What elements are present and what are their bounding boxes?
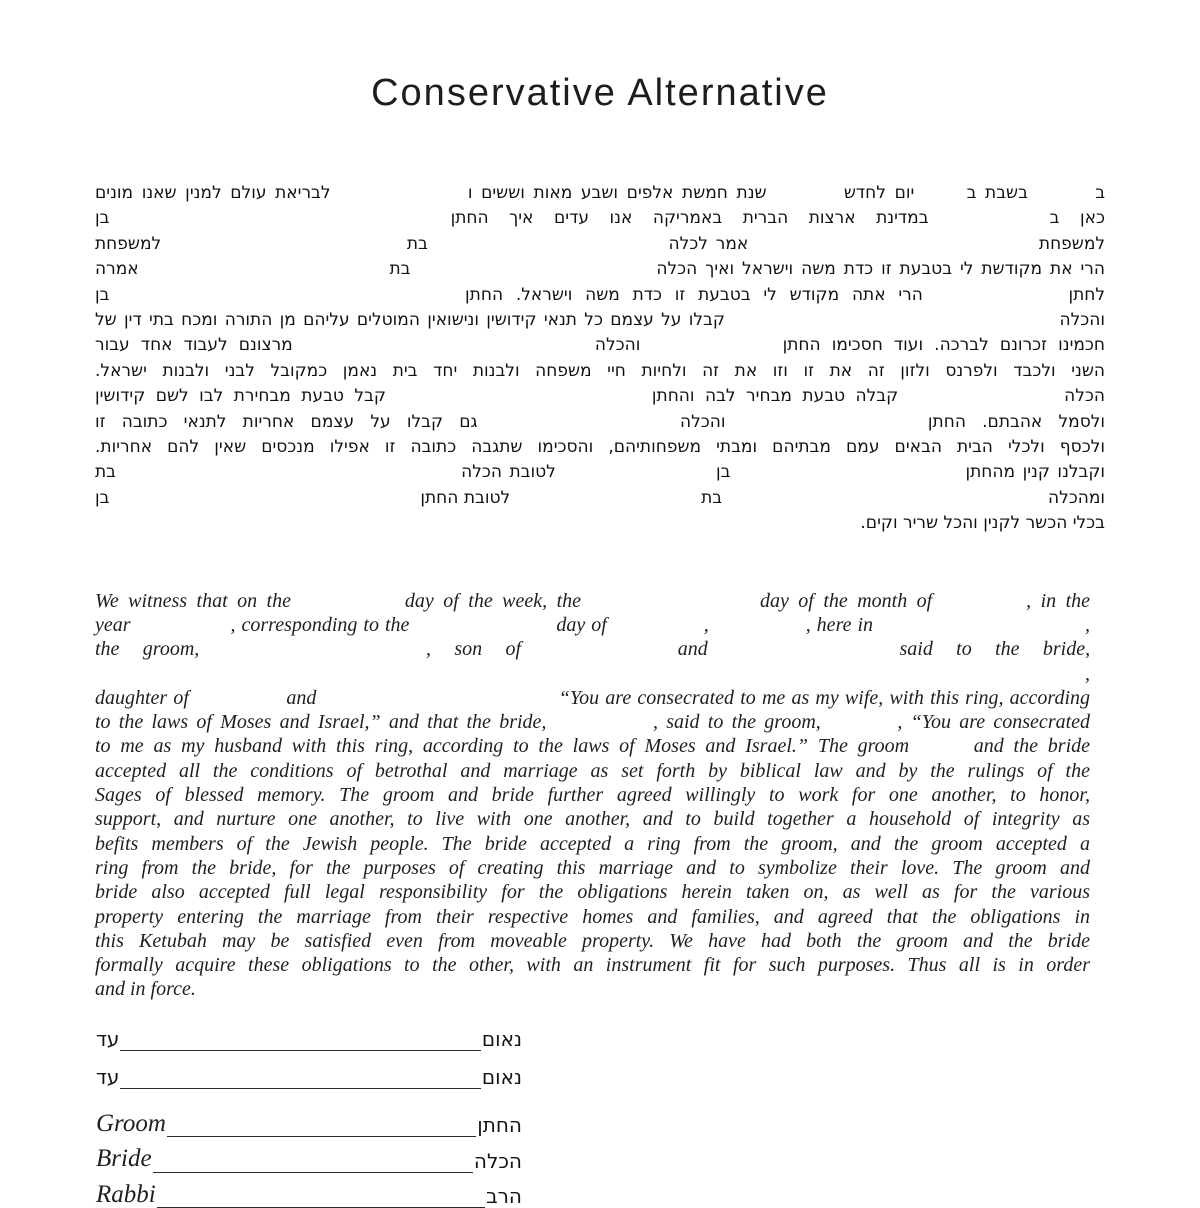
fill-in-blank: [436, 247, 661, 249]
fill-in-blank: [731, 653, 876, 655]
text-segment: הרי אתה מקודש לי בטבעת זו כדת משה וישראל. החתן: [465, 284, 923, 305]
text-segment: , said to the groom,: [652, 711, 821, 734]
text-segment: והכלה: [1059, 310, 1106, 331]
signature-row-left-label: Bride: [96, 1145, 152, 1173]
text-segment: day of: [556, 613, 607, 636]
fill-in-blank: [923, 196, 958, 198]
english-line: [95, 905, 1090, 929]
signature-blank-line: [153, 1154, 473, 1173]
text-segment: במדינת ארצות הברית באמריקה אנו עדים איך החתן: [450, 208, 929, 229]
english-line: [95, 589, 1090, 613]
text-segment: and: [677, 638, 708, 661]
text-segment: ומהכלה: [1047, 487, 1106, 508]
signature-blank-line: [157, 1189, 485, 1208]
fill-in-blank: [591, 605, 751, 607]
text-segment: לחתן: [1068, 284, 1106, 305]
text-segment: ולסמל אהבתם. החתן: [927, 411, 1106, 432]
text-segment: גם קבלו על עצמם אחריות לתנאי כתובה זו: [95, 411, 478, 432]
fill-in-blank: [732, 323, 1052, 325]
witness-signature-rows: [96, 1028, 522, 1089]
fill-in-blank: [1037, 196, 1087, 198]
fill-in-blank: [396, 399, 641, 401]
english-line: [95, 929, 1090, 953]
text-segment: ,: [1085, 613, 1090, 636]
text-segment: בן: [95, 487, 110, 508]
english-line: [95, 783, 1090, 807]
text-segment: ring from the bride, for the purposes of creating this marriage and to symbolize their love. The groom and: [95, 856, 1090, 879]
party-signature-rows: [96, 1110, 522, 1208]
hebrew-line: [95, 384, 1105, 409]
text-segment: formally acquire these obligations to the other, with an instrument fit for such purposes. Thus all is in order: [95, 954, 1090, 977]
fill-in-blank: [130, 221, 430, 223]
english-line: [95, 953, 1090, 977]
text-segment: year: [95, 613, 131, 636]
fill-in-blank: [555, 726, 645, 728]
english-line: [95, 734, 1090, 758]
text-segment: בת: [389, 259, 411, 280]
signature-row-left-label: Rabbi: [96, 1180, 156, 1208]
text-segment: befits members of the Jewish people. The bride accepted a ring from the groom, and the groom accepted a: [95, 832, 1090, 855]
text-segment: למשפחת: [1038, 233, 1106, 254]
text-segment: Sages of blessed memory. The groom and bride further agreed willingly to work for one another, to honor,: [95, 784, 1090, 807]
fill-in-blank: [652, 348, 772, 350]
text-segment: We witness that on the: [95, 589, 291, 612]
fill-in-blank: [544, 653, 654, 655]
text-segment: ,: [703, 613, 709, 636]
fill-in-blank: [95, 678, 325, 680]
fill-in-blank: [339, 196, 459, 198]
fill-in-blank: [418, 272, 648, 274]
fill-in-blank: [494, 425, 664, 427]
fill-in-blank: [137, 629, 225, 631]
text-segment: property entering the marriage from their respective homes and families, and agreed that the obligations in: [95, 905, 1090, 928]
text-segment: to me as my husband with this ring, according to the laws of Moses and Israel.” The groom: [95, 735, 910, 758]
fill-in-blank: [829, 726, 889, 728]
fill-in-blank: [756, 247, 1031, 249]
fill-in-blank: [942, 605, 1017, 607]
witness-1-signature-row: [96, 1028, 522, 1051]
signature-row-right-label: הכלה: [473, 1148, 522, 1173]
text-segment: daughter of: [95, 686, 189, 709]
witness-2-signature-row: [96, 1066, 522, 1089]
bride-signature-row: [96, 1145, 522, 1173]
fill-in-blank: [563, 475, 708, 477]
fill-in-blank: [115, 501, 415, 503]
fill-in-blank: [124, 475, 454, 477]
signature-blank-line: [120, 1070, 480, 1089]
text-segment: מרצונם לעבוד אחד עבור: [95, 335, 293, 356]
text-segment: , “You are consecrated: [897, 711, 1091, 734]
hebrew-line: [95, 257, 1105, 282]
text-segment: יום לחדש: [843, 183, 915, 203]
text-segment: day of the month of: [759, 589, 933, 612]
english-line: [95, 832, 1090, 856]
fill-in-blank: [304, 348, 584, 350]
page-title: Conservative Alternative: [371, 72, 829, 114]
fill-in-blank: [728, 501, 1043, 503]
signature-row-right-label: נאום: [481, 1064, 522, 1089]
text-segment: בן: [95, 284, 110, 305]
fill-in-blank: [909, 399, 1054, 401]
signature-row-right-label: נאום: [481, 1026, 522, 1051]
fill-in-blank: [742, 425, 912, 427]
text-segment: חכמינו זכרונם לברכה. ועוד חסכימו החתן: [782, 335, 1106, 356]
english-text-block: [95, 589, 1090, 1002]
text-segment: לטובת החתן: [420, 487, 511, 508]
fill-in-blank: [919, 750, 964, 752]
text-segment: אמר לכלה: [668, 233, 749, 254]
english-line: [95, 710, 1090, 734]
hebrew-line: [95, 511, 1105, 536]
hebrew-line: [95, 308, 1105, 333]
text-segment: בן: [715, 462, 731, 483]
fill-in-blank: [775, 196, 835, 198]
english-line: [95, 637, 1090, 686]
text-segment: and the bride: [973, 735, 1091, 758]
hebrew-line: [95, 333, 1105, 358]
text-segment: בן: [95, 208, 110, 229]
text-segment: ,: [1085, 662, 1090, 685]
fill-in-blank: [169, 247, 399, 249]
fill-in-blank: [323, 702, 553, 704]
text-segment: שנת חמשת אלפים ושבע מאות וששים ו: [467, 183, 767, 203]
text-segment: בת: [701, 487, 723, 508]
english-line: [95, 977, 1090, 1001]
text-segment: והכלה: [594, 335, 641, 356]
text-segment: והכלה: [679, 411, 726, 432]
fill-in-blank: [516, 501, 696, 503]
signature-row-left-label: Groom: [96, 1109, 166, 1137]
signature-section: [96, 1028, 522, 1208]
fill-in-blank: [949, 221, 1029, 223]
rabbi-signature-row: [96, 1181, 522, 1208]
text-segment: הרי את מקודשת לי בטבעת זו כדת משה וישראל ואיך הכלה: [656, 259, 1106, 280]
text-segment: ולכסף ולכלי הבית הבאים עמם מבתיהם ומבתי משפחותיהם, והסכימו שתגבה כתובה זו אפילו מנכסים שאין להם אחריות.: [95, 437, 1105, 458]
text-segment: לבריאת עולם למנין שאנו מונים: [95, 183, 331, 203]
text-segment: אמרה: [95, 259, 139, 280]
text-segment: to the laws of Moses and Israel,” and that the bride,: [95, 711, 547, 734]
text-segment: הכלה: [1064, 386, 1106, 407]
signature-blank-line: [120, 1032, 480, 1051]
english-line: [95, 686, 1090, 710]
fill-in-blank: [223, 653, 403, 655]
signature-blank-line: [167, 1118, 476, 1137]
text-segment: בשבת ב: [966, 183, 1028, 203]
signature-row-left-label: עד: [96, 1064, 120, 1089]
text-segment: day of the week, the: [404, 589, 582, 612]
fill-in-blank: [936, 298, 1056, 300]
english-line: [95, 880, 1090, 904]
text-segment: said to the bride,: [899, 638, 1091, 661]
text-segment: and: [286, 686, 317, 709]
hebrew-line: [95, 206, 1105, 231]
fill-in-blank: [147, 272, 382, 274]
text-segment: and in force.: [95, 978, 196, 1001]
text-segment: קבלה טבעת מבחיר לבה והחתן: [651, 386, 899, 407]
english-line: [95, 807, 1090, 831]
fill-in-blank: [715, 629, 800, 631]
text-segment: “You are consecrated to me as my wife, with this ring, according: [558, 686, 1091, 709]
fill-in-blank: [738, 475, 958, 477]
text-segment: ב: [1095, 183, 1106, 203]
text-segment: כאן ב: [1049, 208, 1106, 229]
text-segment: למשפחת: [95, 233, 162, 254]
text-segment: this Ketubah may be satisfied even from moveable property. We have had both the groom and the bride: [95, 929, 1090, 952]
text-segment: קבל טבעת מבחירת לבו לשם קידושין: [95, 386, 386, 407]
hebrew-line: [95, 232, 1105, 257]
english-line: [95, 856, 1090, 880]
text-segment: , here in: [805, 613, 874, 636]
english-line: [95, 613, 1090, 637]
groom-signature-row: [96, 1110, 522, 1138]
hebrew-line: [95, 359, 1105, 384]
text-segment: , in the: [1026, 589, 1091, 612]
fill-in-blank: [613, 629, 698, 631]
hebrew-line: [95, 486, 1105, 511]
text-segment: , corresponding to the: [230, 613, 410, 636]
signature-row-left-label: עד: [96, 1026, 120, 1051]
text-segment: accepted all the conditions of betrothal and marriage as set forth by biblical law and by the rulings of the: [95, 759, 1090, 782]
text-segment: בת: [95, 462, 117, 483]
text-segment: השני ולכבד ולפרנס ולזון זה את זו וזו את זה ולחיות חיי משפחה ולבנות יחד בית נאמן כמקובל לבני ולבנות ישראל.: [95, 360, 1105, 381]
text-segment: וקבלנו קנין מהחתן: [965, 462, 1106, 483]
fill-in-blank: [300, 605, 395, 607]
hebrew-line: [95, 181, 1105, 206]
text-segment: bride also accepted full legal responsibility for the obligations herein taken on, as well as for the various: [95, 881, 1090, 904]
hebrew-line: [95, 435, 1105, 460]
hebrew-line: [95, 460, 1105, 485]
fill-in-blank: [195, 702, 280, 704]
text-segment: support, and nurture one another, to live with one another, and to build together a household of integrity as: [95, 808, 1090, 831]
text-segment: לטובת הכלה: [461, 462, 556, 483]
signature-row-right-label: החתן: [477, 1113, 522, 1138]
hebrew-line: [95, 283, 1105, 308]
signature-row-right-label: הרב: [486, 1184, 522, 1208]
text-segment: , son of: [426, 638, 522, 661]
text-segment: קבלו על עצמם כל תנאי קידושין ונישואין המוטלים עליהם מן התורה ומכח בתי דין של: [95, 310, 725, 331]
text-segment: the groom,: [95, 638, 200, 661]
fill-in-blank: [122, 298, 452, 300]
fill-in-blank: [415, 629, 550, 631]
hebrew-line: [95, 410, 1105, 435]
text-segment: בכלי הכשר לקנין והכל שריר וקים.: [860, 513, 1105, 534]
english-line: [95, 759, 1090, 783]
fill-in-blank: [879, 629, 1079, 631]
hebrew-text-block: [95, 181, 1105, 537]
text-segment: בת: [406, 233, 428, 254]
